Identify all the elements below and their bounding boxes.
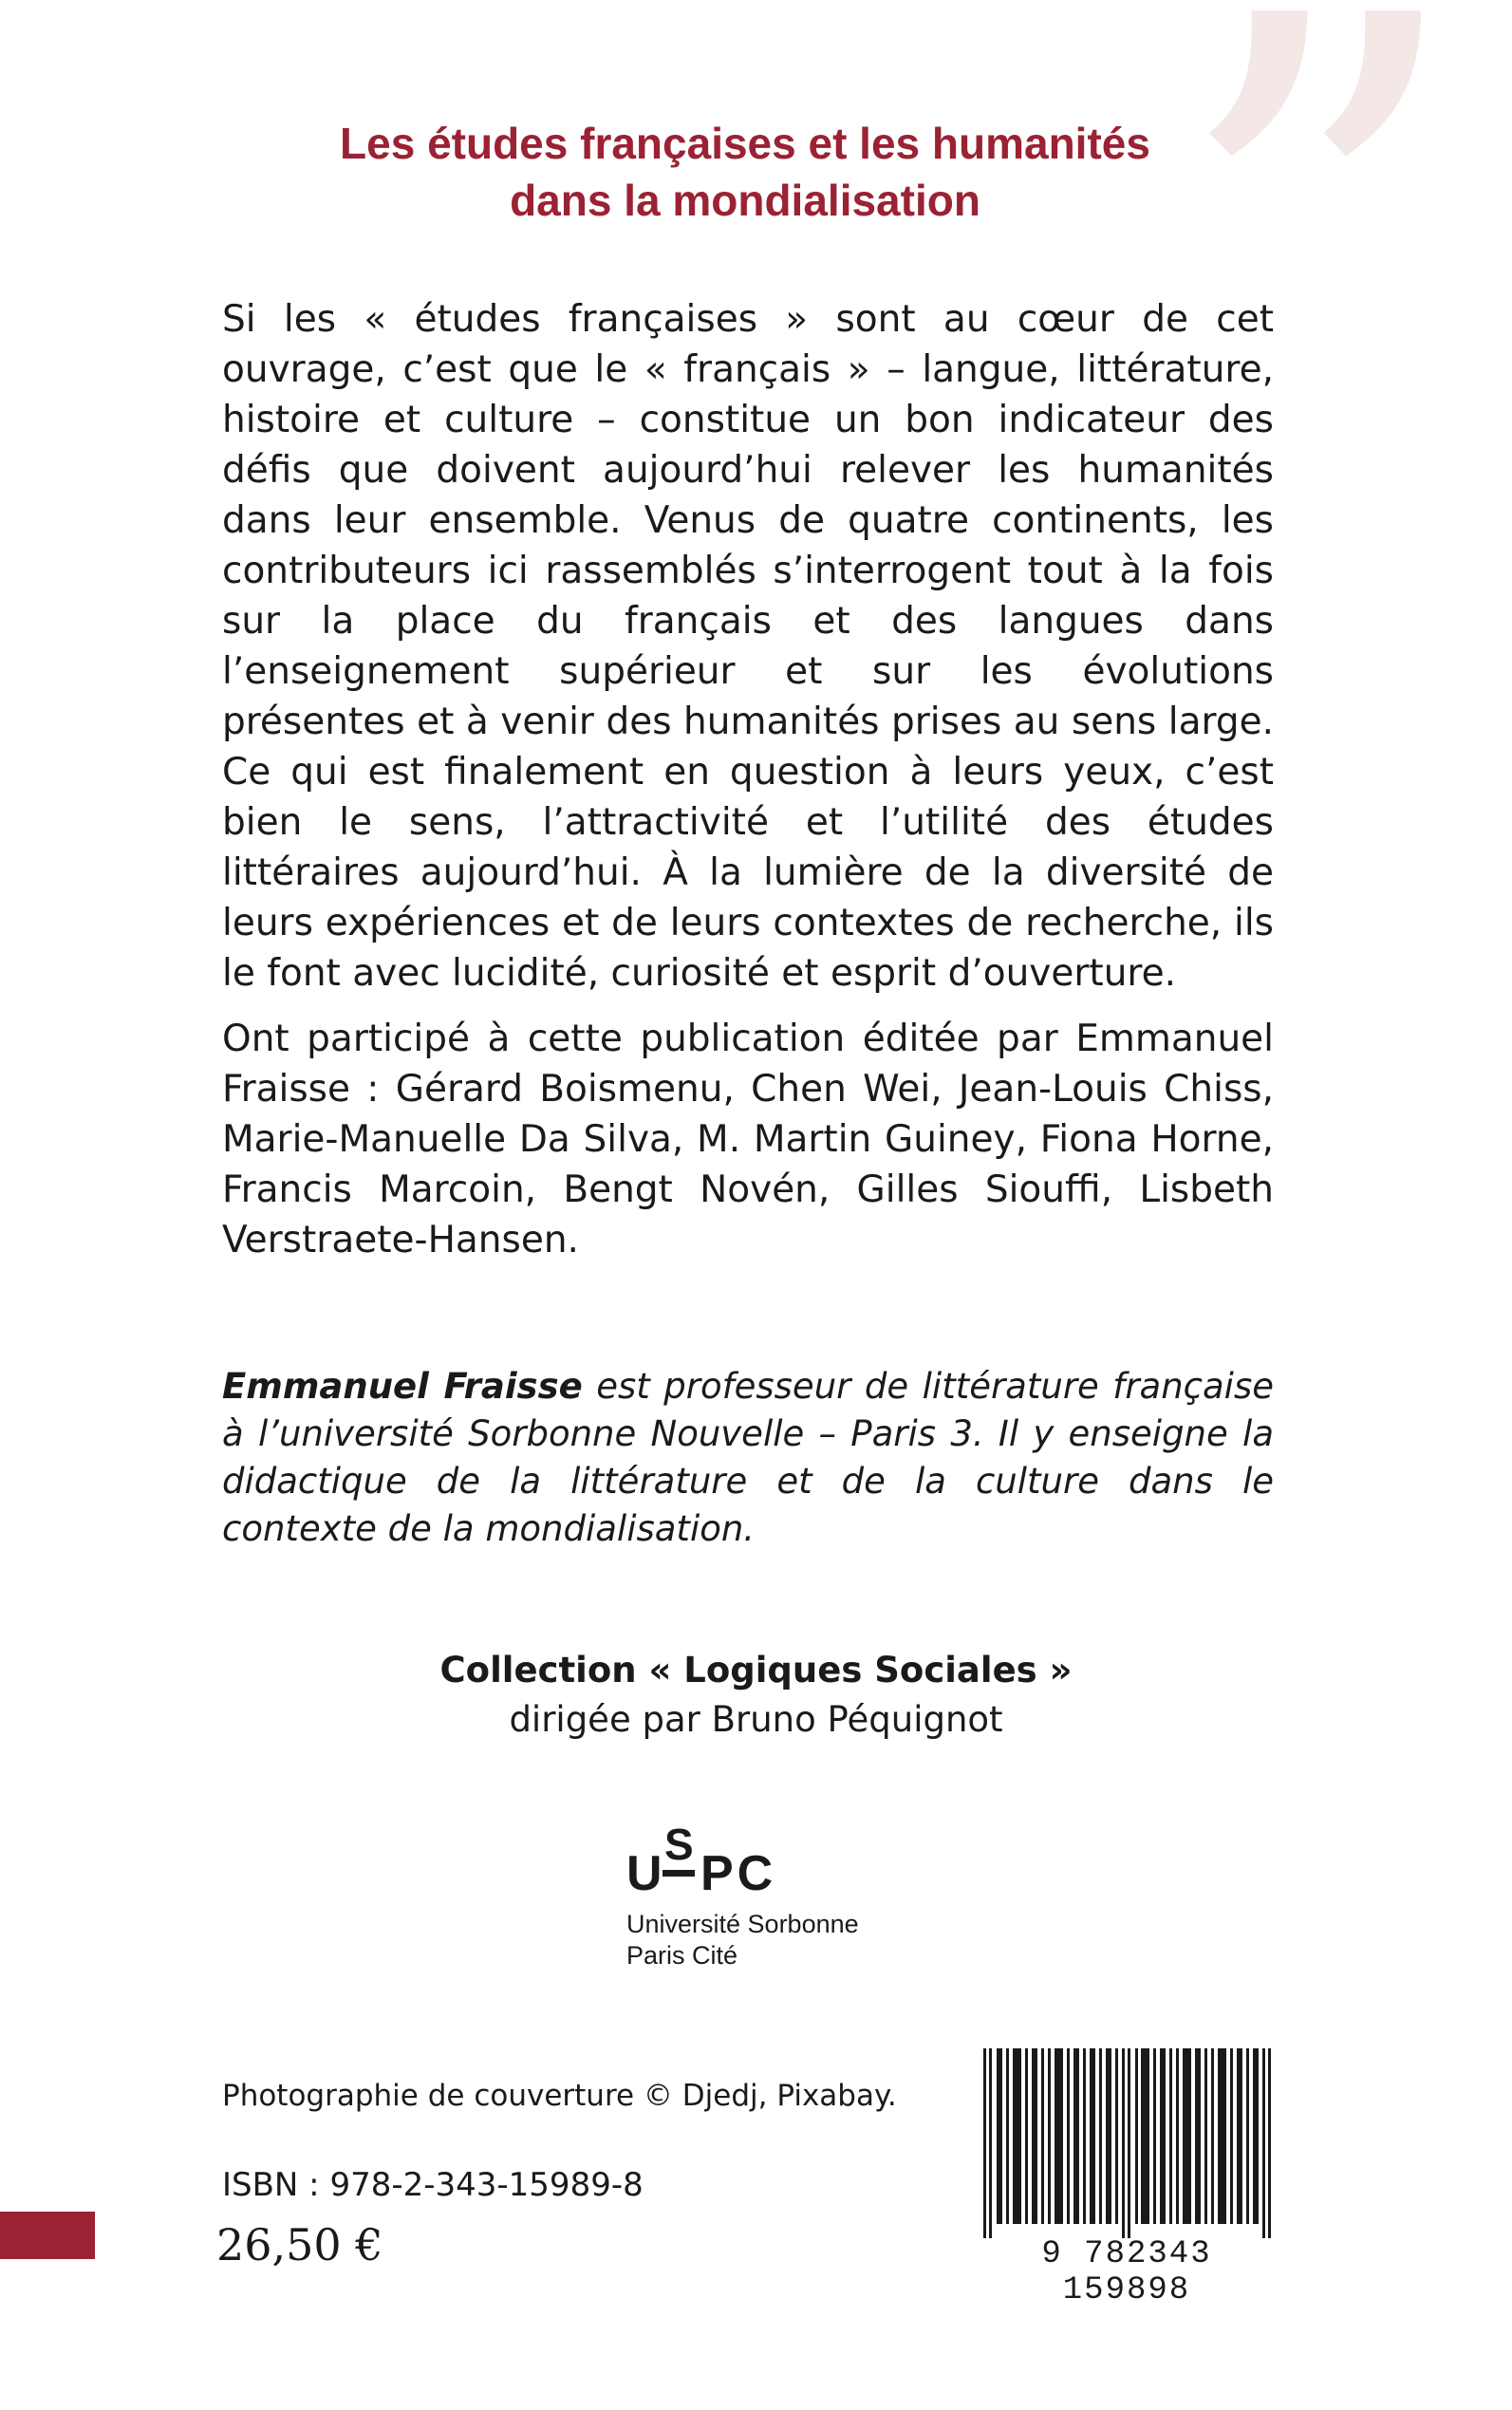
author-bio-text: est professeur de littérature française à l’université Sorbonne Nouvelle – Paris 3. Il y enseigne la didactique de la littérature et de la culture dans le contexte de la mondialisation. bbox=[222, 1366, 1274, 1549]
contributors-paragraph: Ont participé à cette publication éditée par Emmanuel Fraisse : Gérard Boismenu, Chen Wei, Jean-Louis Chiss, Marie-Manuelle Da Silva, M. Martin Guiney, Fiona Horne, Francis Marcoin, Bengt Novén, Gilles Siouffi, Lisbeth Verstraete-Hansen. bbox=[222, 1018, 1274, 1261]
author-name: Emmanuel Fraisse bbox=[222, 1366, 583, 1407]
photo-credit: Photographie de couverture © Djedj, Pixabay. bbox=[222, 2079, 897, 2113]
collection-director: dirigée par Bruno Péquignot bbox=[509, 1699, 1003, 1740]
collection-info bbox=[0, 1646, 1512, 1745]
decorative-quote-mark: ” bbox=[1167, 0, 1468, 579]
book-title-line-1: Les études françaises et les humanités bbox=[340, 119, 1150, 168]
uspc-logo bbox=[626, 1822, 911, 1974]
book-summary: Si les « études françaises » sont au cœur de cet ouvrage, c’est que le « français » – langue, littérature, histoire et culture – constitue un bon indicateur des défis que doivent aujourd’hui relever les humanités dans leur ensemble. Venus de quatre continents, les contributeurs ici rassemblés s’interrogent tout à la fois sur la place du français et des langues dans l’enseignement supérieur et sur les évolutions présentes et à venir des humanités prises au sens large. Ce qui est finalement en question à leurs yeux, c’est bien le sens, l’attractivité et l’utilité des études littéraires aujourd’hui. À la lumière de la diversité de leurs expériences et de leurs contextes de recherche, ils le font avec lucidité, curiosité et esprit d’ouverture. bbox=[222, 298, 1274, 995]
barcode-digits: 9 782343 159898 bbox=[1041, 2236, 1212, 2308]
barcode bbox=[978, 2048, 1276, 2308]
logo-university-name bbox=[626, 1909, 911, 1971]
logo-dash bbox=[663, 1870, 695, 1877]
accent-strip bbox=[0, 2212, 95, 2259]
price: 26,50 € bbox=[216, 2219, 383, 2270]
book-title bbox=[266, 116, 1224, 230]
logo-name-line-2: Paris Cité bbox=[626, 1941, 738, 1970]
author-bio bbox=[222, 1363, 1274, 1553]
logo-letter-u: U bbox=[626, 1846, 663, 1901]
barcode-bars bbox=[978, 2048, 1276, 2238]
collection-name: Collection « Logiques Sociales » bbox=[439, 1650, 1073, 1691]
uspc-logo-mark bbox=[626, 1822, 816, 1903]
isbn: ISBN : 978-2-343-15989-8 bbox=[222, 2166, 644, 2204]
logo-letters-pc: PC bbox=[700, 1846, 777, 1901]
logo-letter-s: S bbox=[664, 1820, 694, 1869]
book-title-line-2: dans la mondialisation bbox=[510, 175, 980, 225]
logo-name-line-1: Université Sorbonne bbox=[626, 1910, 859, 1938]
